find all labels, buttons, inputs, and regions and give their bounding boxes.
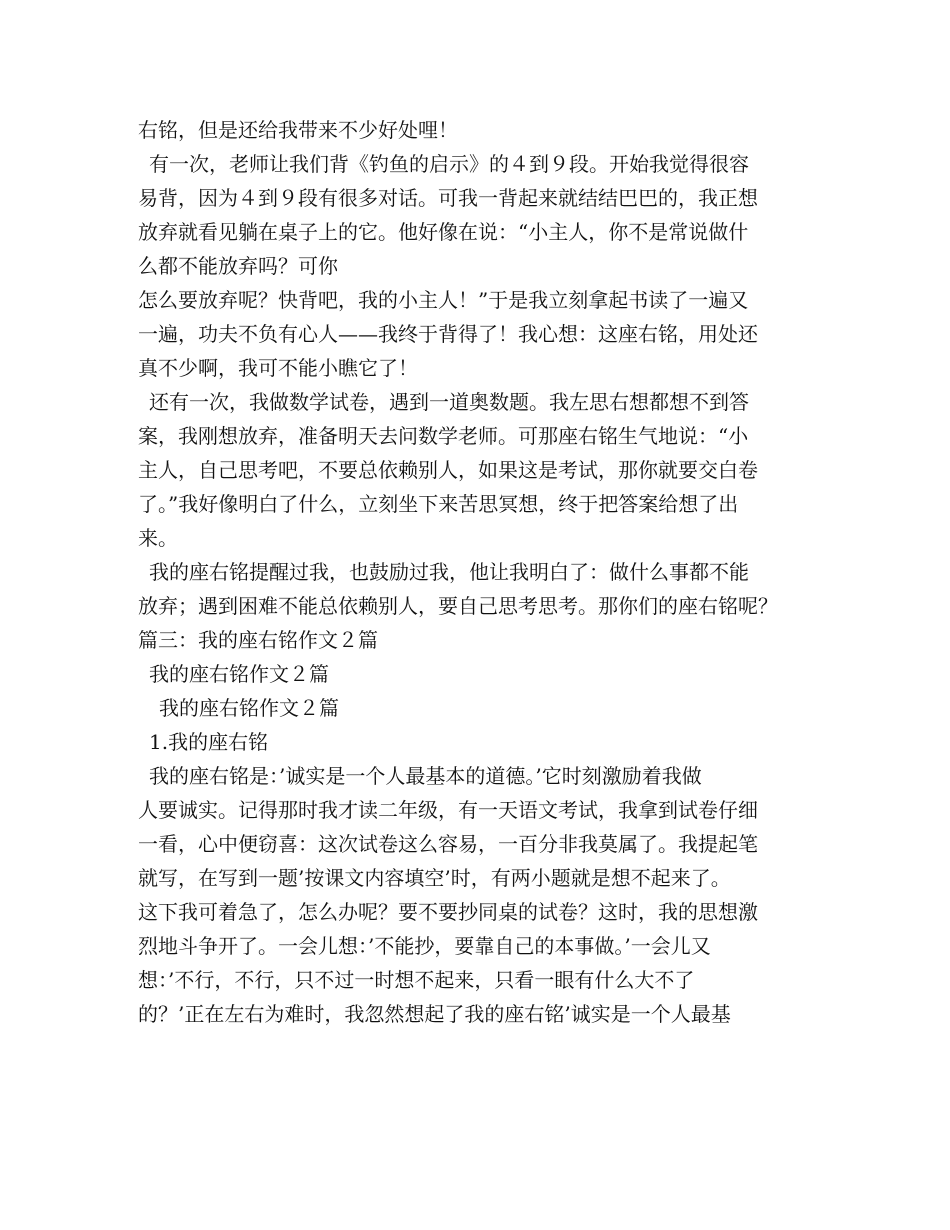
article-subtitle: 我的座右铭作文２篇 (159, 696, 339, 720)
subsection-heading: 1.我的座右铭 (149, 730, 269, 754)
text-line: 易背，因为４到９段有很多对话。可我一背起来就结结巴巴的，我正想 (138, 186, 758, 210)
document-body (138, 113, 828, 1031)
text-line: 了。”我好像明白了什么，立刻坐下来苦思冥想，终于把答案给想了出 (138, 492, 739, 516)
text-line: 么都不能放弃吗？可你 (138, 254, 338, 278)
text-line: 人要诚实。记得那时我才读二年级，有一天语文考试，我拿到试卷仔细 (138, 798, 758, 822)
text-line: 右铭，但是还给我带来不少好处哩！ (138, 118, 458, 142)
text-line: 一看，心中便窃喜：这次试卷这么容易，一百分非我莫属了。我提起笔 (138, 832, 758, 856)
text-line: 想：’不行，不行，只不过一时想不起来，只看一眼有什么大不了 (138, 968, 695, 992)
text-line: 怎么要放弃呢？快背吧，我的小主人！”于是我立刻拿起书读了一遍又 (138, 288, 749, 312)
article-title: 我的座右铭作文２篇 (149, 662, 329, 686)
text-line: 这下我可着急了，怎么办呢？要不要抄同桌的试卷？这时，我的思想激 (138, 900, 758, 924)
paragraph-start-line: 我的座右铭是：’诚实是一个人最基本的道德。’它时刻激励着我做 (149, 764, 702, 788)
text-line: 放弃；遇到困难不能总依赖别人，要自己思考思考。那你们的座右铭呢？ (138, 594, 778, 618)
text-line: 来。 (138, 526, 178, 550)
text-line: 主人，自己思考吧，不要总依赖别人，如果这是考试，那你就要交白卷 (138, 458, 758, 482)
text-line: 放弃就看见躺在桌子上的它。他好像在说：“小主人，你不是常说做什 (138, 220, 749, 244)
text-line: 就写，在写到一题’按课文内容填空’时，有两小题就是想不起来了。 (138, 866, 731, 890)
text-line: 真不少啊，我可不能小瞧它了！ (138, 356, 418, 380)
text-line: 烈地斗争开了。一会儿想：’不能抄，要靠自己的本事做。’一会儿又 (138, 934, 711, 958)
text-line: 一遍，功夫不负有心人——我终于背得了！我心想：这座右铭，用处还 (138, 322, 758, 346)
text-line: 的？’正在左右为难时，我忽然想起了我的座右铭’诚实是一个人最基 (138, 1002, 731, 1026)
paragraph-start-line: 有一次，老师让我们背《钓鱼的启示》的４到９段。开始我觉得很容 (149, 152, 749, 176)
text-line: 案，我刚想放弃，准备明天去问数学老师。可那座右铭生气地说：“小 (138, 424, 749, 448)
paragraph-start-line: 我的座右铭提醒过我，也鼓励过我，他让我明白了：做什么事都不能 (149, 560, 749, 584)
section-heading: 篇三：我的座右铭作文２篇 (138, 628, 378, 652)
paragraph-start-line: 还有一次，我做数学试卷，遇到一道奥数题。我左思右想都想不到答 (149, 390, 749, 414)
